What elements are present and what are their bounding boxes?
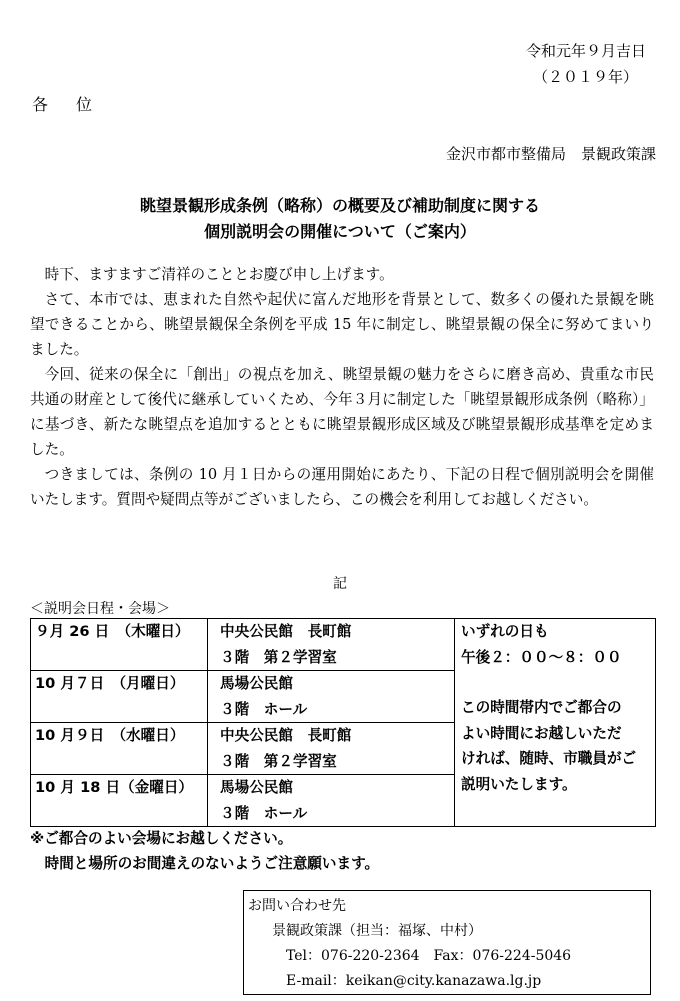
sender: 金沢市都市整備局 景観政策課 xyxy=(445,145,656,163)
venue-cell: 中央公民館 長町館 ３階 第２学習室 xyxy=(208,619,455,671)
note-venue: ※ご都合のよい会場にお越しください。 xyxy=(30,830,293,847)
time-note-cell: いずれの日も 午後２：００〜８：００ この時間帯内でご都合の よい時間にお越しいただ ければ、随時、市職員がご 説明いたします。 xyxy=(455,619,656,827)
title-line-1: 眺望景観形成条例（略称）の概要及び補助制度に関する xyxy=(139,196,540,215)
notes xyxy=(30,826,379,876)
document-date: 令和元年９月吉日 xyxy=(525,42,646,60)
contact-box xyxy=(243,890,651,995)
contact-department: 景観政策課（担当：福塚、中村） xyxy=(272,923,482,939)
venue-cell: 馬場公民館 ３階 ホール xyxy=(208,775,455,827)
contact-email: E-mail：keikan@city.kanazawa.lg.jp xyxy=(286,973,542,989)
venue-cell: 中央公民館 長町館 ３階 第２学習室 xyxy=(208,723,455,775)
date-cell: 10 月９日 （水曜日） xyxy=(31,723,208,775)
contact-heading: お問い合わせ先 xyxy=(248,898,346,914)
paragraph-background: さて、本市では、恵まれた自然や起伏に富んだ地形を背景として、数多くの優れた景観を眺望できることから、眺望景観保全条例を平成 15 年に制定し、眺望景観の保全に努めてまいりました。 xyxy=(30,291,654,358)
title-line-2: 個別説明会の開催について（ご案内） xyxy=(204,222,476,241)
ki-heading: 記 xyxy=(333,576,347,592)
body-text xyxy=(30,262,654,512)
contact-phone: Tel：076-220-2364 Fax：076-224-5046 xyxy=(286,948,572,964)
date-cell: ９月 26 日 （木曜日） xyxy=(31,619,208,671)
table-row xyxy=(31,619,656,671)
addressee: 各位 xyxy=(32,95,121,114)
document-date-western: （２０１９年） xyxy=(532,68,638,86)
venue-cell: 馬場公民館 ３階 ホール xyxy=(208,671,455,723)
schedule-table xyxy=(30,618,656,827)
paragraph-invitation: つきましては、条例の 10 月１日からの運用開始にあたり、下記の日程で個別説明会を開催いたします。質問や疑問点等がございましたら、この機会を利用してお越しください。 xyxy=(30,466,654,508)
note-caution: 時間と場所のお間違えのないようご注意願います。 xyxy=(44,855,380,872)
date-cell: 10 月７日 （月曜日） xyxy=(31,671,208,723)
schedule-heading: ＜説明会日程・会場＞ xyxy=(30,601,170,617)
paragraph-greeting: 時下、ますますご清祥のこととお慶び申し上げます。 xyxy=(44,266,394,283)
paragraph-ordinance: 今回、従来の保全に「創出」の視点を加え、眺望景観の魅力をさらに磨き高め、貴重な市民共通の財産として後代に継承していくため、今年３月に制定した「眺望景観形成条例（略称）」に基づき、新たな眺望点を追加するとともに眺望景観形成区域及び眺望景観形成基準を定めました。 xyxy=(30,366,654,458)
date-cell: 10 月 18 日（金曜日） xyxy=(31,775,208,827)
